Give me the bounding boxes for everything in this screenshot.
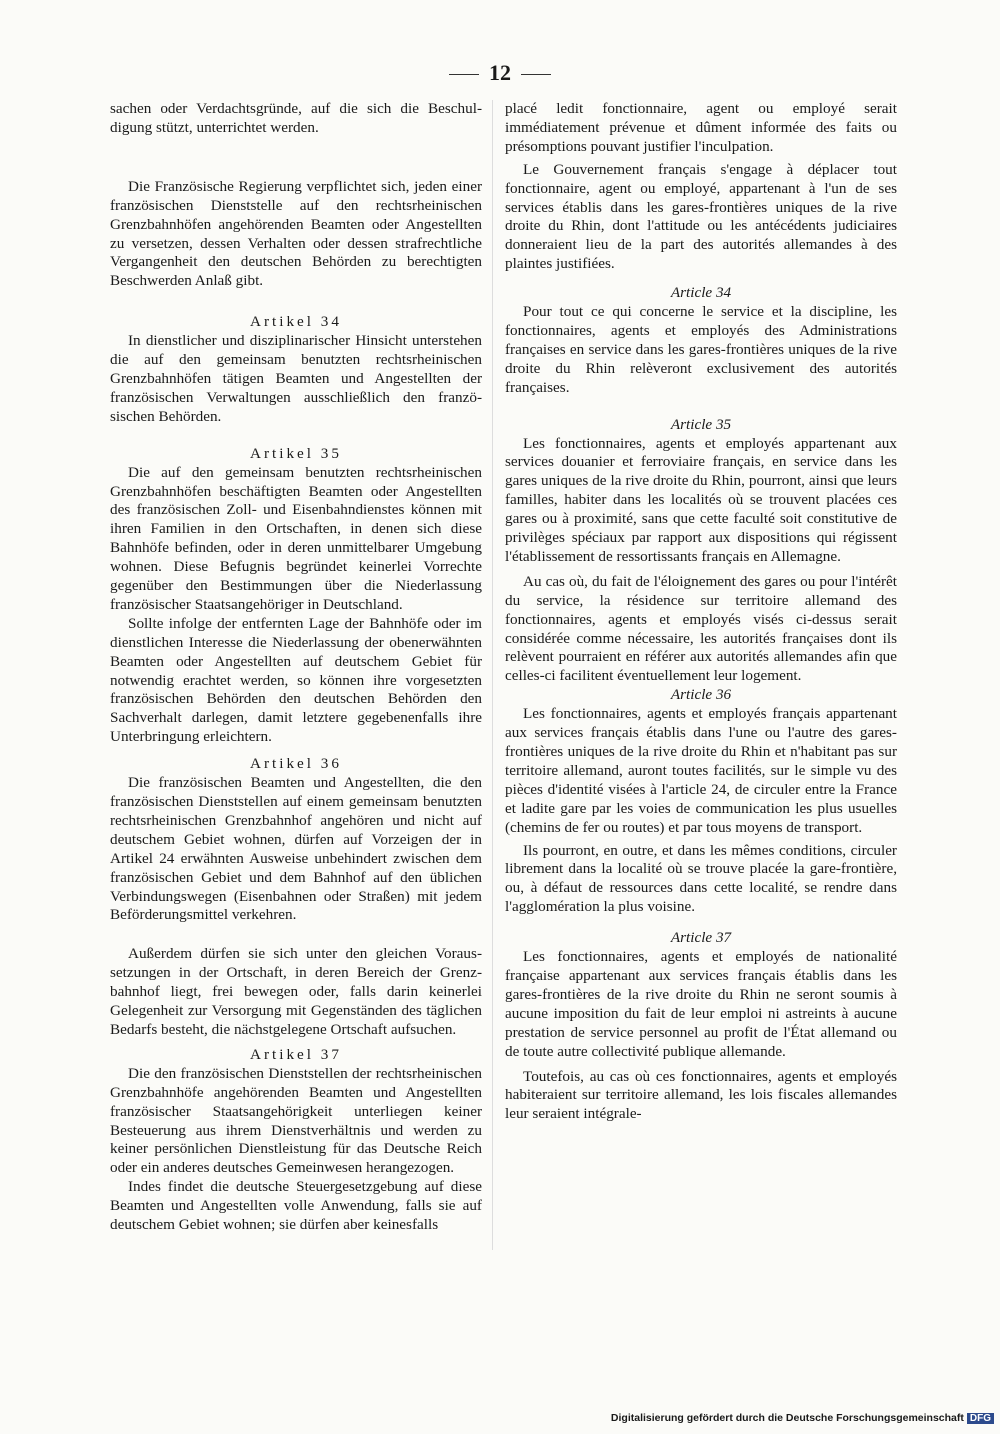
column-divider [492, 100, 493, 1250]
header-dash-left [449, 74, 479, 75]
french-article-37-text-1: Les fonctionnaires, agents et employés de nationalité française appartenant aux services français établis dans les gares-frontières de la rive droite du Rhin ne seront soumis à aucune imposition du fait de leur emploi ni astreints à aucune prestation de service personnel au profit de l'État allemand ou de toute autre collectivité publique allemande. [505, 948, 897, 1060]
page-header [0, 60, 1000, 86]
french-heading-article-37: Article 37 [670, 929, 732, 947]
german-heading-article-35: Artikel 35 [249, 444, 342, 462]
french-heading-article-36: Article 36 [670, 686, 732, 704]
french-paragraph-continued: placé ledit fonctionnaire, agent ou employé serait immédiatement prévenue et dûment informée des faits ou présomptions pouvant justifier l'inculpation. [505, 100, 897, 155]
french-article-35-text-2: Au cas où, du fait de l'éloignement des gares ou pour l'intérêt du service, la résidence sur territoire allemand des fonctionnaires, agents et employés visés ci-dessus serait considérée comme nécessaire, les autorités françaises dont ils relèvent pourraient en référer aux autorités allemandes afin que celles-ci facilitent éventuellement leur logement. [505, 572, 897, 685]
french-column [505, 100, 897, 1124]
german-paragraph-continued: sachen oder Verdachtsgründe, auf die sich die Beschuldigung stützt, unterrichtet werden. [110, 100, 482, 136]
german-article-35-text-1: Die auf den gemeinsam benutzten rechtsrheinischen Grenzbahnhöfen beschäftigten Beamten oder Angestellten des französischen Zoll- und Eisenbahndienstes können mit ihren Familien in den Ortschaften, in denen sich diese Bahnhöfe befinden, oder in deren unmittelbarer Umgebung wohnen. Diese Befugnis begründet keinerlei Vorrechte gegenüber den Bestimmungen über die Niederlassung französischer Staatsangehöriger in Deutschland. [110, 463, 482, 613]
german-article-37-text-2: Indes findet die deutsche Steuergesetzgebung auf diese Beamten und Angestellten volle Anwendung, falls sie auf deutschem Gebiet wohnen; sie dürfen aber keinesfalls [110, 1178, 482, 1234]
french-article-37-text-2: Toutefois, au cas où ces fonctionnaires, agents et employés habiteraient sur territoire allemand, les lois fiscales allemandes leur seraient intégrale- [505, 1067, 897, 1123]
french-paragraph-obligation: Le Gouvernement français s'engage à déplacer tout fonctionnaire, agent ou employé, appartenant à l'un de ses services établis dans les gares-frontières uniques de la rive droite du Rhin, dont l'attitude ou les antécédents judiciaires donneraient lieu de la part des autorités allemandes à des plaintes justifiées. [505, 160, 897, 273]
page-number: 12 [489, 60, 511, 85]
french-article-36-text-1: Les fonctionnaires, agents et employés français appartenant aux services français établis dans l'une ou l'autre des gares-frontières uniques de la rive droite du Rhin et n'habitant pas sur territoire allemand, auront toutes facilités, sur le simple vu des pièces d'identité visées à l'article 24, de circuler entre la France et ladite gare par les voies de communication les plus usuelles (chemins de fer ou routes) et par tous moyens de transport. [505, 705, 897, 836]
dfg-logo: DFG [967, 1413, 994, 1424]
german-article-37-text-1: Die den französischen Dienststellen der rechtsrheinischen Grenzbahnhöfe angehörenden Beamten und Angestellten französischer Staatsangehörigkeit unterliegen keiner Besteuerung aus ihrem Dienstverhältnis und werden zu keiner persönlichen Dienstleistung für das Deutsche Reich oder ein anderes deutsches Gemeinwesen herangezogen. [110, 1064, 482, 1177]
header-dash-right [521, 74, 551, 75]
french-heading-article-35: Article 35 [670, 415, 732, 433]
german-article-35-text-2: Sollte infolge der entfernten Lage der Bahnhöfe oder im dienstlichen Interesse die Niederlassung der obenerwähnten Beamten oder Angestellten auf deutschem Gebiet für notwendig erachtet werden, so können ihre vorgesetzten französischen Behörden den deutschen Behörden den Sachverhalt darlegen, damit letztere gegebenenfalls ihre Unterbringung erleichtern. [110, 614, 482, 746]
german-article-36-text-1: Die französischen Beamten und Angestellten, die den französischen Dienststellen auf einem gemeinsam benutzten rechtsrheinischen Grenzbahnhof angehören und nicht auf deutschem Gebiet wohnen, dürfen auf Vorzeigen der in Artikel 24 erwähnten Ausweise unbehindert zwischen dem französischen Gebiet und dem Bahnhof auf den üblichen Verbindungswegen (Eisenbahnen oder Straßen) mit jedem Beförderungsmittel verkehren. [110, 774, 482, 924]
german-paragraph-obligation: Die Französische Regierung verpflichtet sich, jeden einer französischen Dienststelle auf den rechtsrheinischen Grenzbahnhöfen angehörenden Beamten oder Angestellten zu versetzen, dessen Verhalten oder dessen strafrechtliche Vergangenheit den deutschen Behörden zu berechtigten Beschwerden Anlaß gibt. [110, 177, 482, 290]
french-article-36-text-2: Ils pourront, en outre, et dans les mêmes conditions, circuler librement dans la localité où se trouve placée la gare-frontière, ou, à défaut de ressources dans cette localité, se rendre dans l'agglomération la plus voisine. [505, 841, 897, 916]
french-heading-article-34: Article 34 [670, 284, 732, 302]
french-article-34-text: Pour tout ce qui concerne le service et la discipline, les fonctionnaires, agents et employés des Administrations françaises en service dans les gares-frontières uniques de la rive droite du Rhin relèveront exclusivement des autorités françaises. [505, 303, 897, 396]
german-column [110, 100, 482, 1235]
german-heading-article-36: Artikel 36 [249, 755, 342, 773]
french-article-35-text-1: Les fonctionnaires, agents et employés appartenant aux services douanier et ferroviaire français, en service dans les gares uniques de la rive droite du Rhin, pourront, ainsi que leurs familles, habiter dans les localités où se trouvent placées ces gares ou à proximité, sans que cette faculté soit constitutive de privilèges spéciaux par rapport aux dispositions qui régissent l'établissement de ressortissants français en Allemagne. [505, 434, 897, 565]
footer-credit-text: Digitalisierung gefördert durch die Deutsche Forschungsgemeinschaft [610, 1412, 964, 1424]
german-heading-article-34: Artikel 34 [249, 313, 342, 331]
german-heading-article-37: Artikel 37 [249, 1045, 342, 1063]
digitization-footer [611, 1412, 994, 1424]
german-article-34-text: In dienstlicher und disziplinarischer Hinsicht unterstehen die auf den gemeinsam benutzten rechtsrheinischen Grenzbahnhöfen tätigen Beamten und Angestellten der französischen Verwaltungen ausschließlich den französischen Behörden. [110, 332, 482, 425]
german-article-36-text-2: Außerdem dürfen sie sich unter den gleichen Voraussetzungen in der Ortschaft, in deren Bereich der Grenzbahnhof liegt, frei bewegen oder, falls darin keinerlei Gelegenheit zur Versorgung mit Gegenständen des täglichen Bedarfs besteht, die nächstgelegene Ortschaft aufsuchen. [110, 945, 482, 1038]
